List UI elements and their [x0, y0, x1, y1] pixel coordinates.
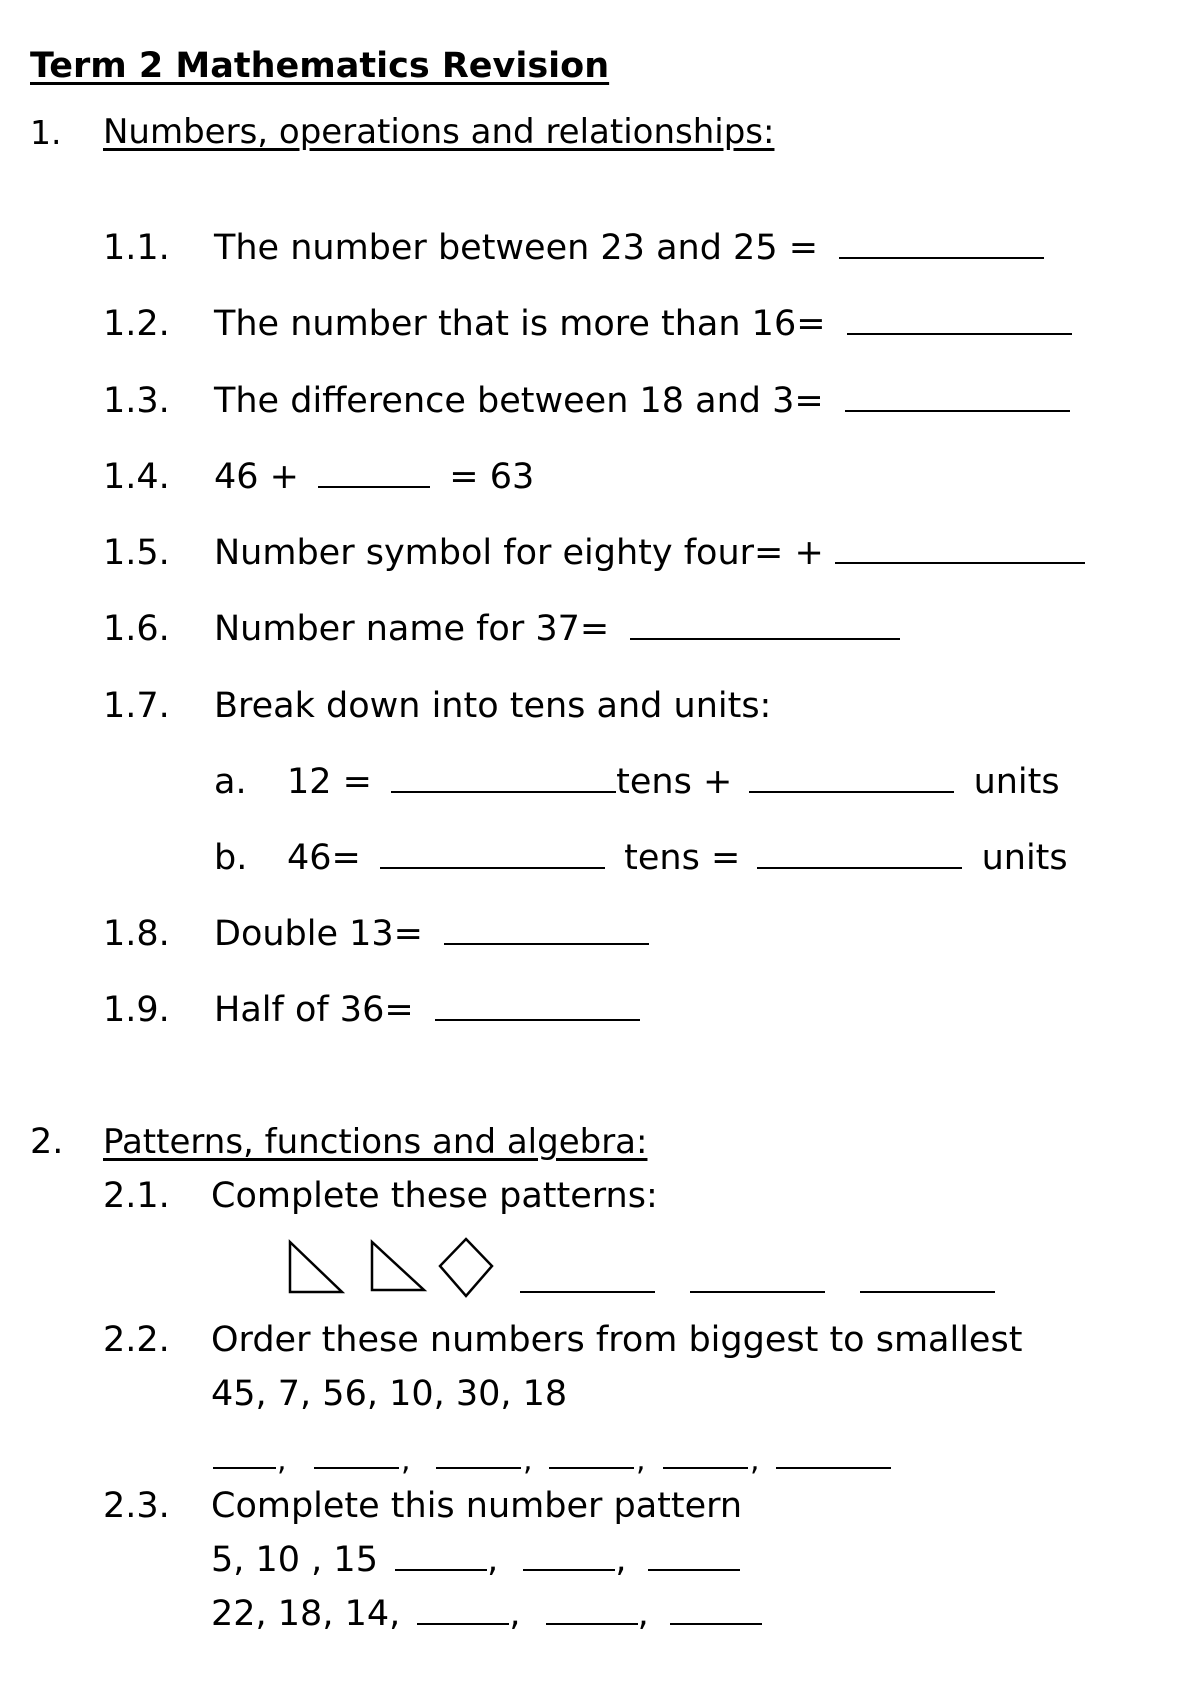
question-1-6 — [214, 609, 900, 649]
question-1-5-text: Number symbol for eighty four= + — [214, 533, 824, 573]
comma-separator: , — [487, 1540, 499, 1580]
answer-blank[interactable] — [757, 866, 962, 869]
order-answer-blanks — [211, 1440, 911, 1480]
right-triangle-icon — [372, 1242, 424, 1290]
right-triangle-icon — [290, 1242, 342, 1292]
answer-blank[interactable] — [839, 256, 1044, 259]
question-1-7-a — [287, 762, 1060, 802]
question-2-1-text: Complete these patterns: — [211, 1176, 658, 1216]
question-2-2-numbers: 45, 7, 56, 10, 30, 18 — [211, 1374, 568, 1414]
question-1-7-a-lhs: 12 = — [287, 762, 372, 802]
question-2-3-text: Complete this number pattern — [211, 1486, 743, 1526]
question-1-4-text-a: 46 + — [214, 457, 299, 497]
number-pattern-line-2 — [211, 1594, 762, 1634]
comma-separator: , — [509, 1594, 521, 1634]
question-1-2-number: 1.2. — [103, 304, 170, 344]
answer-blank[interactable] — [670, 1622, 762, 1625]
question-2-1-number: 2.1. — [103, 1176, 170, 1216]
answer-blank[interactable] — [835, 561, 1085, 564]
answer-blank[interactable] — [845, 409, 1070, 412]
question-1-7-b-end: units — [981, 838, 1068, 878]
answer-blank[interactable] — [444, 942, 649, 945]
number-pattern-1-values: 5, 10 , 15 — [211, 1540, 378, 1580]
section-2-heading: Patterns, functions and algebra: — [103, 1122, 648, 1162]
number-pattern-line-1 — [211, 1540, 740, 1580]
question-1-4-number: 1.4. — [103, 457, 170, 497]
question-1-9-text: Half of 36= — [214, 990, 414, 1030]
comma-separator: , — [750, 1443, 760, 1478]
question-1-8-text: Double 13= — [214, 914, 424, 954]
question-1-3 — [214, 381, 1070, 421]
answer-blank[interactable] — [648, 1568, 740, 1571]
question-1-7-b-label: b. — [214, 838, 248, 878]
question-1-7-number: 1.7. — [103, 686, 170, 726]
question-1-7-text: Break down into tens and units: — [214, 686, 772, 726]
page-title: Term 2 Mathematics Revision — [30, 46, 610, 86]
question-1-7-a-mid: tens + — [616, 762, 733, 802]
diamond-icon — [440, 1239, 492, 1296]
answer-blank[interactable] — [546, 1622, 638, 1625]
answer-blank[interactable] — [318, 485, 430, 488]
answer-blank[interactable] — [380, 866, 605, 869]
section-2-number: 2. — [30, 1122, 64, 1162]
question-1-5 — [214, 533, 1085, 573]
answer-blank[interactable] — [630, 637, 900, 640]
question-1-1-text: The number between 23 and 25 = — [214, 228, 819, 268]
comma-separator: , — [277, 1443, 287, 1478]
question-1-4 — [214, 457, 534, 497]
comma-separator: , — [615, 1540, 627, 1580]
comma-separator: , — [637, 1594, 649, 1634]
question-1-7-b-mid: tens = — [624, 838, 741, 878]
answer-blank[interactable] — [395, 1568, 487, 1571]
answer-blank[interactable] — [523, 1568, 615, 1571]
number-pattern-2-values: 22, 18, 14, — [211, 1594, 401, 1634]
answer-blank[interactable] — [417, 1622, 509, 1625]
question-1-6-number: 1.6. — [103, 609, 170, 649]
question-1-9-number: 1.9. — [103, 990, 170, 1030]
question-1-2 — [214, 304, 1072, 344]
section-1-number: 1. — [30, 113, 62, 152]
question-1-6-text: Number name for 37= — [214, 609, 610, 649]
comma-separator: , — [636, 1443, 646, 1478]
answer-blank[interactable] — [435, 1018, 640, 1021]
question-2-2-text: Order these numbers from biggest to smallest — [211, 1320, 1023, 1360]
question-1-7-a-end: units — [973, 762, 1060, 802]
question-1-5-number: 1.5. — [103, 533, 170, 573]
answer-blank[interactable] — [391, 790, 616, 793]
question-1-7-a-label: a. — [214, 762, 247, 802]
question-1-7-b-lhs: 46= — [287, 838, 361, 878]
question-1-7-b — [287, 838, 1068, 878]
question-1-1 — [214, 228, 1044, 268]
question-1-3-number: 1.3. — [103, 381, 170, 421]
question-2-3-number: 2.3. — [103, 1486, 170, 1526]
question-1-8-number: 1.8. — [103, 914, 170, 954]
question-1-4-text-b: = 63 — [449, 457, 535, 497]
section-1-heading: Numbers, operations and relationships: — [103, 112, 775, 152]
question-1-3-text: The difference between 18 and 3= — [214, 381, 824, 421]
comma-separator: , — [523, 1443, 533, 1478]
comma-separator: , — [401, 1443, 411, 1478]
question-1-1-number: 1.1. — [103, 228, 170, 268]
question-1-9 — [214, 990, 640, 1030]
pattern-shapes — [280, 1234, 1010, 1304]
question-1-2-text: The number that is more than 16= — [214, 304, 826, 344]
answer-blank[interactable] — [847, 332, 1072, 335]
answer-blank[interactable] — [749, 790, 954, 793]
question-2-2-number: 2.2. — [103, 1320, 170, 1360]
question-1-8 — [214, 914, 649, 954]
